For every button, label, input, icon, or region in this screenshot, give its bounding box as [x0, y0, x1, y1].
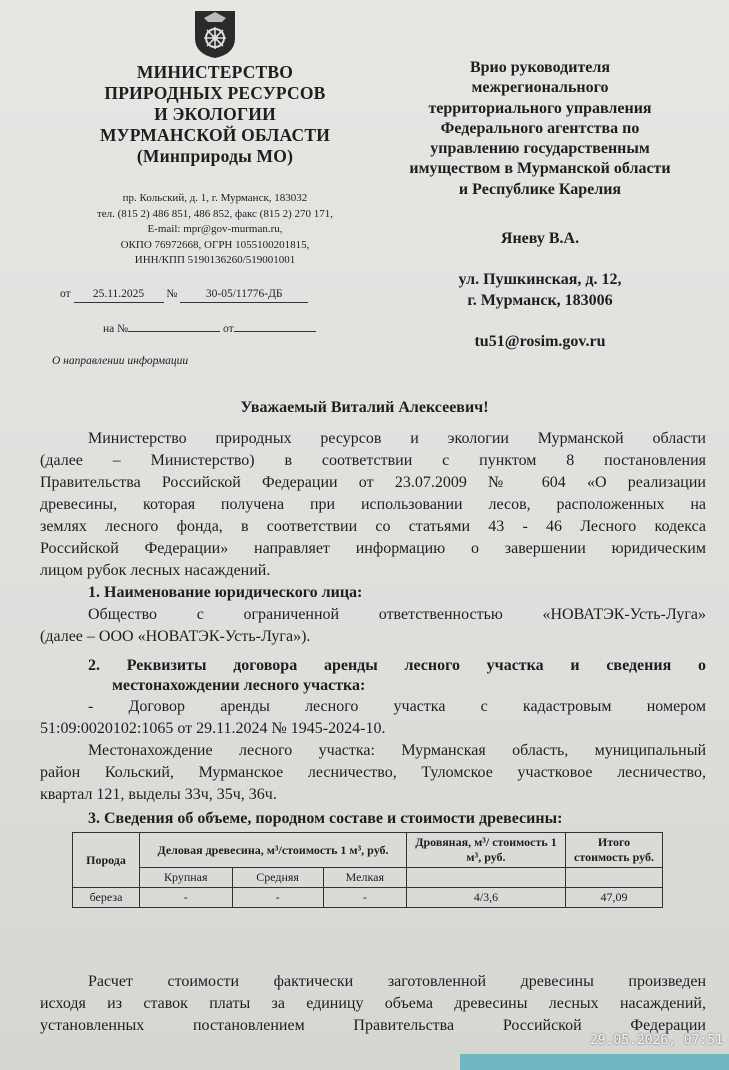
- table-subheader-row: [73, 868, 663, 888]
- header-species: Порода: [73, 833, 140, 888]
- reference-line: на № от: [103, 323, 316, 335]
- ministry-name: МИНИСТЕРСТВО ПРИРОДНЫХ РЕСУРСОВ И ЭКОЛОГИИ МУРМАНСКОЙ ОБЛАСТИ (Минприроды МО): [99, 62, 331, 166]
- header-business-wood: Деловая древесина, м³/стоимость 1 м³, руб.: [140, 833, 407, 868]
- cell-fuel: 4/3,6: [407, 888, 566, 908]
- ministry-address: пр. Кольский, д. 1, г. Мурманск, 183032 тел. (815 2) 486 851, 486 852, факс (815 2) 270 171, E-mail: mpr@gov-murman.ru, ОКПО 76972668, ОГРН 1055100201815, ИНН/КПП 5190136260/519001001: [40, 191, 390, 269]
- greeting: Уважаемый Виталий Алексеевич!: [240, 399, 489, 416]
- cell-small: -: [323, 888, 406, 908]
- coat-of-arms-emblem: [192, 8, 238, 60]
- cell-large: -: [140, 888, 233, 908]
- recipient-name: Яневу В.А.: [500, 230, 580, 248]
- table-header-row: [73, 833, 663, 868]
- ministry-email: E-mail: mpr@gov-murman.ru,: [147, 223, 283, 235]
- header-small: Мелкая: [323, 868, 406, 888]
- section-3-heading: 3. Сведения об объеме, породном составе и стоимости древесины:: [88, 810, 563, 827]
- recipient-email: tu51@rosim.gov.ru: [474, 332, 606, 350]
- letter-number: 30-05/11776-ДБ: [180, 286, 308, 303]
- header-medium: Средняя: [232, 868, 323, 888]
- letter-subject: О направлении информации: [52, 355, 189, 367]
- cell-total: 47,09: [566, 888, 663, 908]
- letter-date: 25.11.2025: [74, 286, 164, 303]
- photo-timestamp: 29.05.2026, 07:51: [589, 1033, 723, 1048]
- table-row: [73, 888, 663, 908]
- section-2-heading: 2. Реквизиты договора аренды лесного участка и сведения о: [88, 657, 706, 674]
- wood-volume-table: [72, 832, 663, 908]
- header-fuel-wood: Дровяная, м³/ стоимость 1 м³, руб.: [407, 833, 566, 868]
- photo-overlay-bar: [460, 1054, 729, 1070]
- header-total: Итого стоимость руб.: [566, 833, 663, 868]
- cell-species: береза: [73, 888, 140, 908]
- document-page: МИНИСТЕРСТВО ПРИРОДНЫХ РЕСУРСОВ И ЭКОЛОГИИ МУРМАНСКОЙ ОБЛАСТИ (Минприроды МО) пр. Кольский, д. 1, г. Мурманск, 183032 тел. (815 2) 486 851, 486 852, факс (815 2) 270 171, E-mail: mpr@gov-murman.ru, ОКПО 76972668, ОГРН 1055100201815, ИНН/КПП 5190136260/519001001 от 25.11.2025 № 30-05/11776-ДБ на № от О направлении информации Врио руководителя межрегионального территориального управления Федерального агентства по управлению государственным имуществом в Мурманской области и Республике Карелия Яневу В.А. ул. Пушкинская, д. 12, г. Мурманск, 183006 tu51@rosim.gov.ru Уважаемый Виталий Алексеевич! Министерство природных ресурсов и экологии Мурманской области (далее – Министерство) в соответствии с пунктом 8 постановления Правительства Российской Федерации от 23.07.2009 № 604 «О реализации древесины, которая получена при использовании лесов, расположенных на землях лесного фонда, в соответствии со статьями 43 - 46 Лесного кодекса Российской Федерации» направляет информацию о завершении юридическим лицом рубок лесных насаждений. 1. Наименование юридического лица: Общество с ограниченной ответственностью «НОВАТЭК-Усть-Луга» (далее – ООО «НОВАТЭК-Усть-Луга»). 2. Реквизиты договора аренды лесного участка и сведения о местонахождении лесного участка: - Договор аренды лесного участка с кадастровым номером 51:09:0020102:1065 от 29.11.2024 № 1945-2024-10. Местонахождение лесного участка: Мурманская область, муниципальный район Кольский, Мурманское лесничество, Туломское участковое лесничество, квартал 121, выделы 33ч, 35ч, 36ч. 3. Сведения об объеме, породном составе и стоимости древесины: Порода Деловая древесина, м³/стоимость 1 м³, руб. Дровяная, м³/ стоимость 1 м³, руб. Итого стоимость руб. Крупная Средняя Мелкая береза - - - 4/3,6 47,09 Расчет стоимости фактически заготовленной древесины произведен исходя из ставок платы за единицу объема древесины лесных насаждений, установленных постановлением Правительства Российской Федерации 29.05.2026, 07:51: [0, 0, 729, 1070]
- cell-medium: -: [232, 888, 323, 908]
- header-large: Крупная: [140, 868, 233, 888]
- section-1-heading: 1. Наименование юридического лица:: [88, 584, 363, 601]
- registration-line: от 25.11.2025 № 30-05/11776-ДБ: [60, 286, 390, 303]
- recipient-block: Врио руководителя межрегионального территориального управления Федерального агентства по управлению государственным имуществом в Мурманской области и Республике Карелия Яневу В.А. ул. Пушкинская, д. 12, г. Мурманск, 183006 tu51@rosim.gov.ru: [360, 58, 720, 352]
